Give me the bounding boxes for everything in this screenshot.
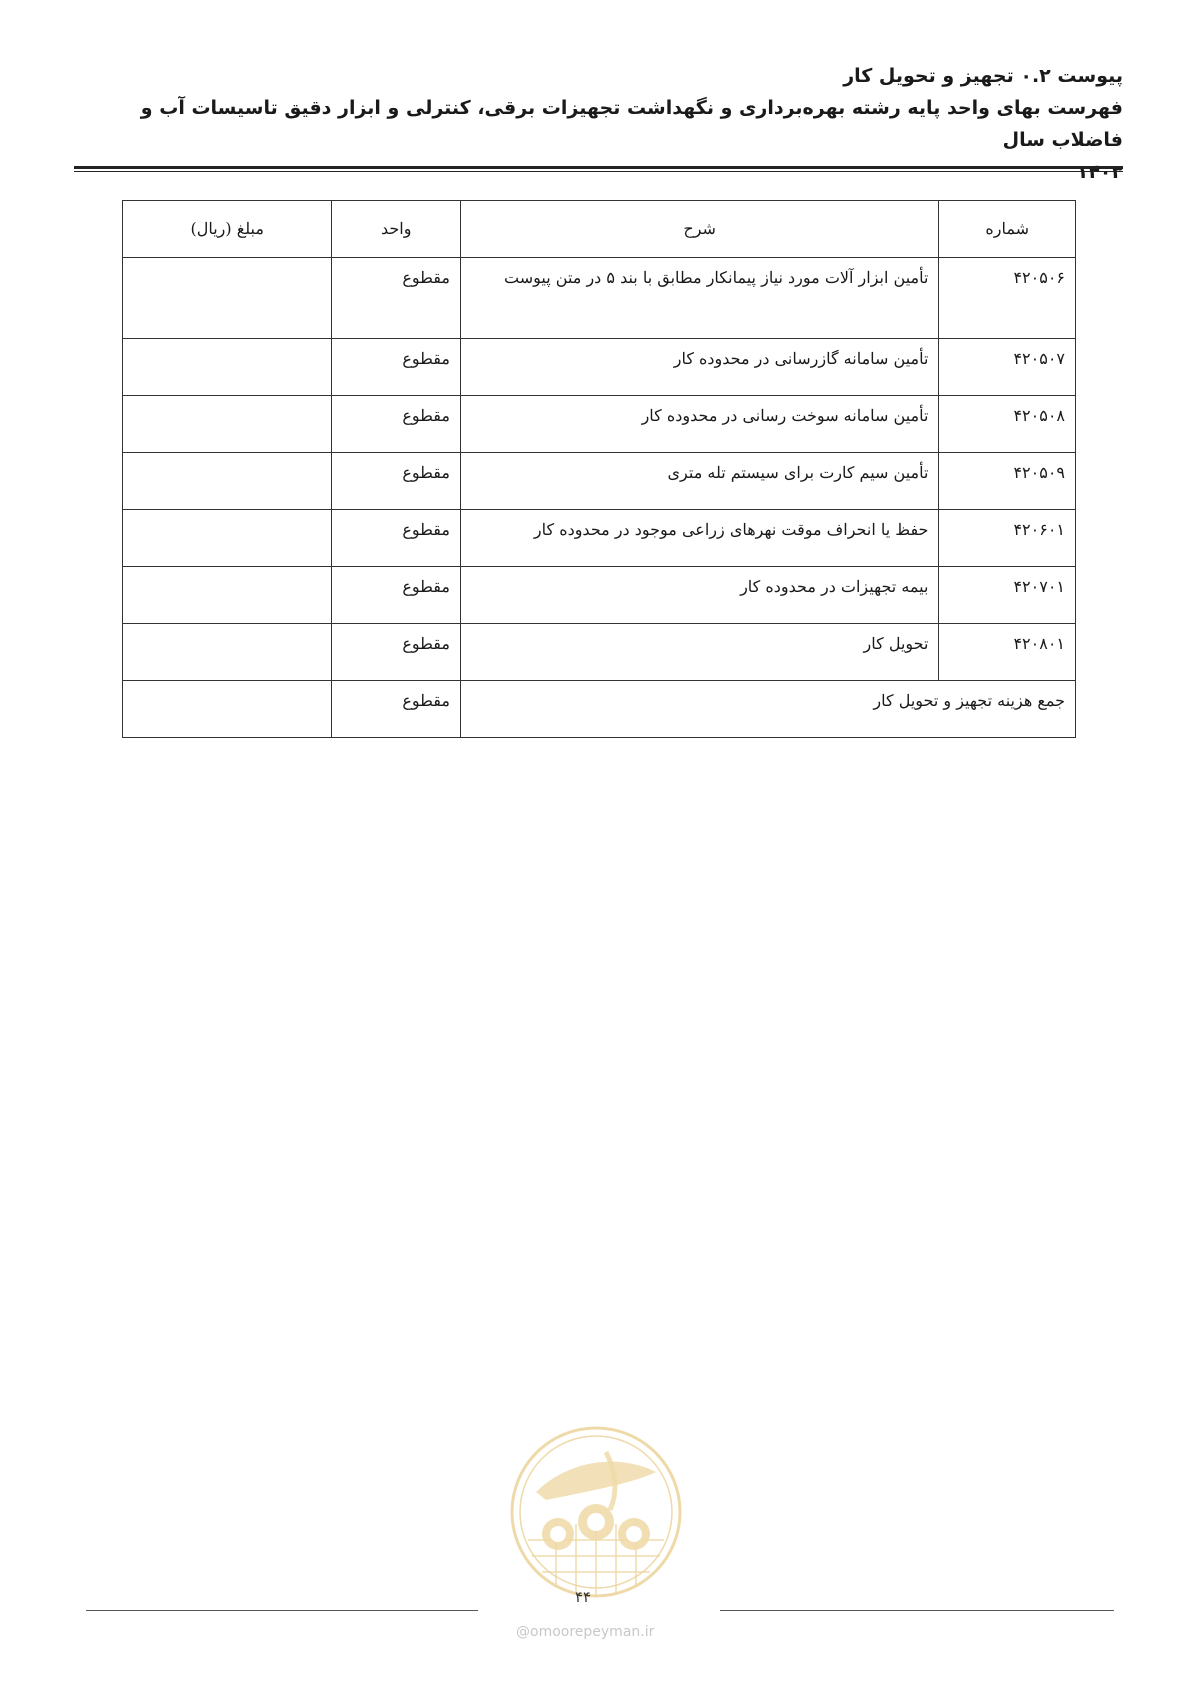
row-description: بیمه تجهیزات در محدوده کار: [460, 567, 939, 624]
footer-rule-right: [720, 1610, 1114, 1611]
row-price: [123, 624, 332, 681]
row-code: ۴۲۰۵۰۶: [939, 258, 1076, 339]
total-unit: مقطوع: [332, 681, 460, 738]
table-row: [123, 510, 1076, 567]
header-description: شرح: [460, 201, 939, 258]
table-row: [123, 258, 1076, 339]
row-description: تأمین سامانه گازرسانی در محدوده کار: [460, 339, 939, 396]
appendix-title: پیوست ۰.۲ تجهیز و تحویل کار: [843, 65, 1123, 87]
row-description: تحویل کار: [460, 624, 939, 681]
header-code: شماره: [939, 201, 1076, 258]
row-code: ۴۲۰۵۰۹: [939, 453, 1076, 510]
row-description: تأمین سامانه سوخت رسانی در محدوده کار: [460, 396, 939, 453]
table-row: [123, 453, 1076, 510]
header-price: مبلغ (ریال): [123, 201, 332, 258]
header-unit: واحد: [332, 201, 460, 258]
row-unit: مقطوع: [332, 567, 460, 624]
row-description: تأمین ابزار آلات مورد نیاز پیمانکار مطابق با بند ۵ در متن پیوست: [460, 258, 939, 339]
row-code: ۴۲۰۵۰۷: [939, 339, 1076, 396]
header-rule-thin: [74, 171, 1123, 172]
watermark-logo-icon: [506, 1422, 686, 1602]
page-number: ۴۴: [575, 1588, 592, 1606]
row-code: ۴۲۰۶۰۱: [939, 510, 1076, 567]
table-row: [123, 567, 1076, 624]
table-row: [123, 624, 1076, 681]
row-code: ۴۲۰۷۰۱: [939, 567, 1076, 624]
total-price: [123, 681, 332, 738]
row-unit: مقطوع: [332, 510, 460, 567]
price-list-table: [122, 200, 1076, 738]
row-unit: مقطوع: [332, 624, 460, 681]
document-year: ۱۴۰۳: [1076, 161, 1123, 183]
header-rule-thick: [74, 166, 1123, 169]
row-price: [123, 567, 332, 624]
row-unit: مقطوع: [332, 258, 460, 339]
website-watermark: @omoorepeyman.ir: [516, 1624, 655, 1640]
row-price: [123, 396, 332, 453]
row-price: [123, 453, 332, 510]
row-unit: مقطوع: [332, 396, 460, 453]
row-unit: مقطوع: [332, 453, 460, 510]
table-header-row: [123, 201, 1076, 258]
row-description: حفظ یا انحراف موقت نهرهای زراعی موجود در محدوده کار: [460, 510, 939, 567]
footer-rule-left: [86, 1610, 478, 1611]
row-code: ۴۲۰۸۰۱: [939, 624, 1076, 681]
row-unit: مقطوع: [332, 339, 460, 396]
document-title: فهرست بهای واحد پایه رشته بهره‌برداری و نگهداشت تجهیزات برقی، کنترلی و ابزار دقیق تاسیسات آب و فاضلاب سال: [140, 97, 1123, 151]
table-total-row: [123, 681, 1076, 738]
row-price: [123, 510, 332, 567]
row-code: ۴۲۰۵۰۸: [939, 396, 1076, 453]
table-row: [123, 396, 1076, 453]
total-label: جمع هزینه تجهیز و تحویل کار: [460, 681, 1075, 738]
row-price: [123, 339, 332, 396]
row-description: تأمین سیم کارت برای سیستم تله متری: [460, 453, 939, 510]
table-row: [123, 339, 1076, 396]
row-price: [123, 258, 332, 339]
